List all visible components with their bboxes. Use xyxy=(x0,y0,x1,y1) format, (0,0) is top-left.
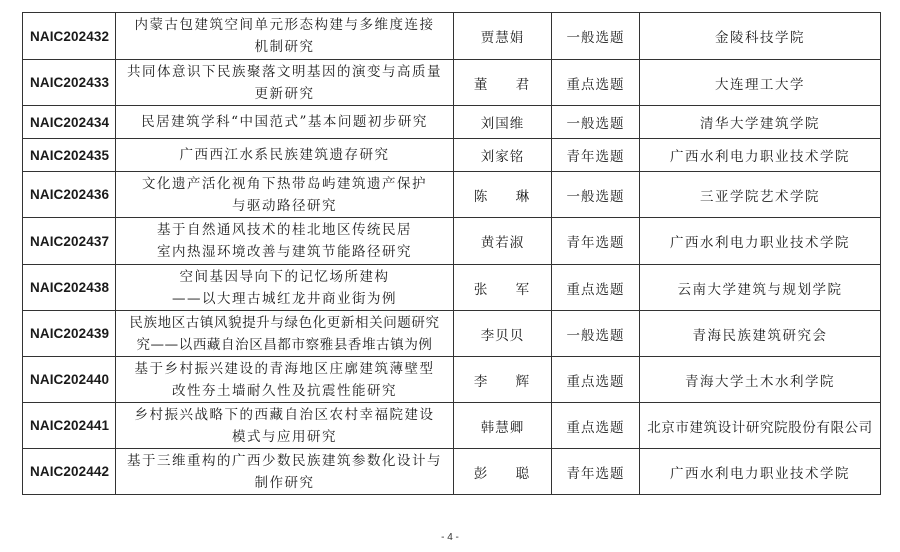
project-type: 重点选题 xyxy=(552,265,640,311)
applicant-name: 李 辉 xyxy=(454,357,552,403)
table-row xyxy=(23,60,881,106)
page-number: - 4 - xyxy=(441,532,459,543)
table-row xyxy=(23,218,881,265)
project-code: NAIC202439 xyxy=(23,311,116,357)
project-code: NAIC202433 xyxy=(23,60,116,106)
institution: 青海大学土木水利学院 xyxy=(640,357,881,403)
project-type: 一般选题 xyxy=(552,106,640,139)
applicant-name: 李贝贝 xyxy=(454,311,552,357)
institution: 云南大学建筑与规划学院 xyxy=(640,265,881,311)
project-type: 重点选题 xyxy=(552,403,640,449)
project-code: NAIC202442 xyxy=(23,449,116,495)
applicant-name: 董 君 xyxy=(454,60,552,106)
project-type: 一般选题 xyxy=(552,13,640,60)
table-row xyxy=(23,357,881,403)
project-title: 基于自然通风技术的桂北地区传统民居 室内热湿环境改善与建筑节能路径研究 xyxy=(116,218,454,265)
applicant-name: 刘国维 xyxy=(454,106,552,139)
project-title: 基于三维重构的广西少数民族建筑参数化设计与 制作研究 xyxy=(116,449,454,495)
applicant-name: 陈 琳 xyxy=(454,172,552,218)
project-table-body xyxy=(23,13,881,495)
table-row xyxy=(23,403,881,449)
project-type: 一般选题 xyxy=(552,311,640,357)
project-type: 一般选题 xyxy=(552,172,640,218)
project-code: NAIC202436 xyxy=(23,172,116,218)
project-code: NAIC202435 xyxy=(23,139,116,172)
project-table xyxy=(22,12,881,495)
project-code: NAIC202434 xyxy=(23,106,116,139)
table-row xyxy=(23,139,881,172)
project-title: 乡村振兴战略下的西藏自治区农村幸福院建设 模式与应用研究 xyxy=(116,403,454,449)
table-row xyxy=(23,449,881,495)
table-row xyxy=(23,311,881,357)
institution: 广西水利电力职业技术学院 xyxy=(640,449,881,495)
project-title: 基于乡村振兴建设的青海地区庄廓建筑薄壁型 改性夯土墙耐久性及抗震性能研究 xyxy=(116,357,454,403)
project-code: NAIC202438 xyxy=(23,265,116,311)
institution: 金陵科技学院 xyxy=(640,13,881,60)
project-type: 青年选题 xyxy=(552,218,640,265)
project-title: 内蒙古包建筑空间单元形态构建与多维度连接 机制研究 xyxy=(116,13,454,60)
project-type: 重点选题 xyxy=(552,357,640,403)
project-title: 广西西江水系民族建筑遗存研究 xyxy=(116,139,454,172)
institution: 三亚学院艺术学院 xyxy=(640,172,881,218)
applicant-name: 张 军 xyxy=(454,265,552,311)
applicant-name: 刘家铭 xyxy=(454,139,552,172)
institution: 大连理工大学 xyxy=(640,60,881,106)
table-row xyxy=(23,172,881,218)
institution: 广西水利电力职业技术学院 xyxy=(640,139,881,172)
institution: 青海民族建筑研究会 xyxy=(640,311,881,357)
project-type: 青年选题 xyxy=(552,449,640,495)
applicant-name: 黄若淑 xyxy=(454,218,552,265)
table-row xyxy=(23,106,881,139)
project-code: NAIC202432 xyxy=(23,13,116,60)
project-code: NAIC202440 xyxy=(23,357,116,403)
applicant-name: 贾慧娟 xyxy=(454,13,552,60)
project-title: 民居建筑学科“中国范式”基本问题初步研究 xyxy=(116,106,454,139)
institution: 广西水利电力职业技术学院 xyxy=(640,218,881,265)
institution: 北京市建筑设计研究院股份有限公司 xyxy=(640,403,881,449)
applicant-name: 彭 聪 xyxy=(454,449,552,495)
table-row xyxy=(23,265,881,311)
project-title: 民族地区古镇风貌提升与绿色化更新相关问题研究 究——以西藏自治区昌都市察雅县香堆古镇为例 xyxy=(116,311,454,357)
project-title: 文化遗产活化视角下热带岛屿建筑遗产保护 与驱动路径研究 xyxy=(116,172,454,218)
project-code: NAIC202437 xyxy=(23,218,116,265)
applicant-name: 韩慧卿 xyxy=(454,403,552,449)
project-type: 重点选题 xyxy=(552,60,640,106)
project-type: 青年选题 xyxy=(552,139,640,172)
project-title: 空间基因导向下的记忆场所建构 ——以大理古城红龙井商业街为例 xyxy=(116,265,454,311)
project-title: 共同体意识下民族聚落文明基因的演变与高质量 更新研究 xyxy=(116,60,454,106)
institution: 清华大学建筑学院 xyxy=(640,106,881,139)
project-code: NAIC202441 xyxy=(23,403,116,449)
table-row xyxy=(23,13,881,60)
